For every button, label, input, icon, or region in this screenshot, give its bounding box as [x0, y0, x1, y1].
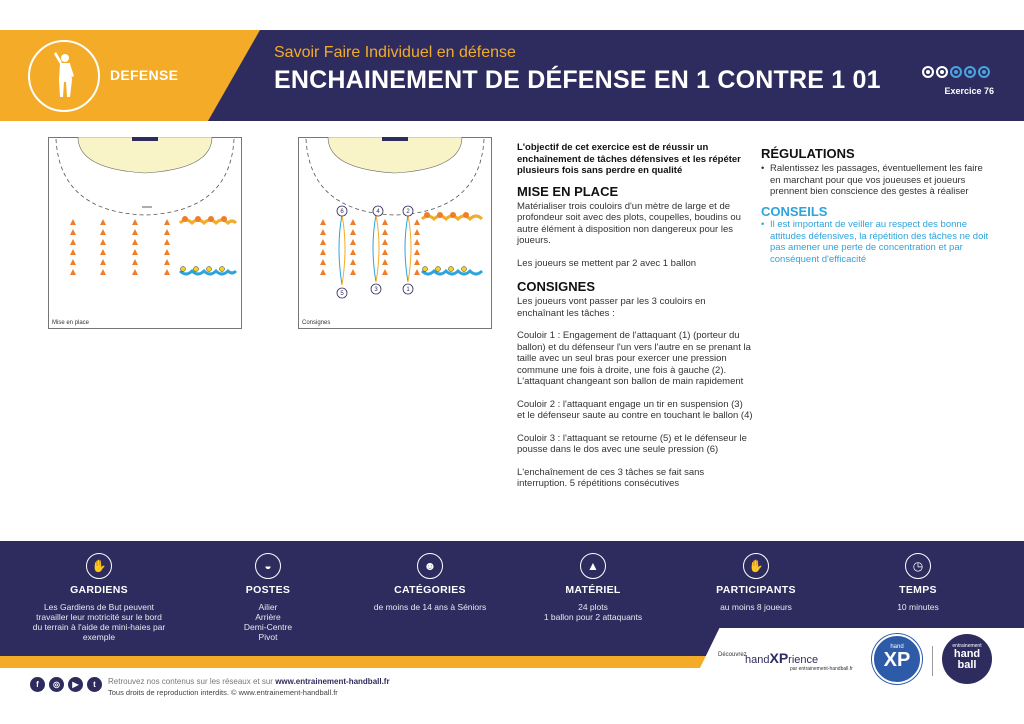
- difficulty-rating: [922, 66, 990, 78]
- diagram-number: 3: [374, 287, 378, 293]
- diagram-number: 6: [340, 209, 344, 215]
- diagram-mise-en-place: [48, 137, 242, 329]
- list-item: • Il est important de veiller au respect des bonne attitudes défensives, la répétition des tâches ne doit pas amener une perte de concentration et par conséquent d'efficacité: [761, 219, 991, 265]
- stat-text: de moins de 14 ans à Séniors: [373, 602, 487, 612]
- footer-text: Retrouvez nos contenus sur les réseaux et sur www.entrainement-handball.fr: [108, 677, 390, 686]
- difficulty-ball-icon: [922, 66, 934, 78]
- paragraph: Les joueurs vont passer par les 3 couloirs en enchaînant les tâches :: [517, 296, 706, 319]
- twitter-icon[interactable]: t: [87, 677, 102, 692]
- facebook-icon[interactable]: f: [30, 677, 45, 692]
- stat-gardiens: [24, 553, 174, 642]
- stopwatch-icon: ◷: [905, 553, 931, 579]
- section-heading: RÉGULATIONS: [761, 146, 855, 161]
- defense-logo: [28, 40, 100, 112]
- paragraph: Matérialiser trois couloirs d'un mètre de large et de profondeur soit avec des plots, coupelles, boudins ou autre élément à disposition non dangereux pour les joueurs.: [517, 200, 741, 246]
- difficulty-ball-icon: [936, 66, 948, 78]
- stat-materiel: [518, 553, 668, 622]
- instagram-icon[interactable]: ◎: [49, 677, 64, 692]
- advice-column: [761, 143, 991, 265]
- stat-text: Les Gardiens de But peuvent travailler leur motricité sur le bord du terrain à l'aide de mini-haies par exemple: [32, 602, 166, 642]
- hands-icon: ✋: [743, 553, 769, 579]
- handxperience-by: par entrainement-handball.fr: [790, 666, 853, 672]
- court-icon: ◒: [255, 553, 281, 579]
- stat-title: MATÉRIEL: [565, 584, 621, 596]
- diagram-number: 1: [406, 287, 410, 293]
- orange-strip: [0, 656, 712, 668]
- stat-title: POSTES: [245, 584, 291, 596]
- website-link[interactable]: www.entrainement-handball.fr: [275, 677, 390, 686]
- entrainement-handball-logo[interactable]: entrainement hand ball: [942, 634, 992, 684]
- section-heading: CONSIGNES: [517, 279, 596, 294]
- diagram-number: 5: [340, 291, 344, 297]
- section-heading: CONSEILS: [761, 203, 828, 219]
- stat-title: TEMPS: [899, 584, 937, 596]
- stat-title: GARDIENS: [70, 584, 128, 596]
- objective-text: L'objectif de cet exercice est de réussir un enchaînement de tâches défensives et les répéter plusieurs fois sans perdre en qualité: [517, 142, 741, 176]
- stat-title: CATÉGORIES: [394, 584, 466, 596]
- player-silhouette-icon: [30, 42, 102, 114]
- instructions-column: [517, 142, 753, 501]
- paragraph: Couloir 2 : l'attaquant engage un tir en suspension (3) et le défenseur saute au contre en touchant le ballon (4): [517, 398, 753, 421]
- difficulty-ball-icon: [978, 66, 990, 78]
- page-title: ENCHAINEMENT DE DÉFENSE EN 1 CONTRE 1 01: [274, 66, 881, 94]
- diagram-consignes: [298, 137, 492, 329]
- stat-text: 24 plots 1 ballon pour 2 attaquants: [543, 602, 643, 622]
- diagram-number: 2: [406, 209, 410, 215]
- group-icon: ☻: [417, 553, 443, 579]
- diagram-number: 4: [376, 209, 380, 215]
- discover-text: Découvrez: [718, 652, 747, 658]
- difficulty-ball-icon: [964, 66, 976, 78]
- youtube-icon[interactable]: ▶: [68, 677, 83, 692]
- category-label: DEFENSE: [110, 67, 179, 83]
- social-links: [30, 677, 102, 692]
- section-heading: MISE EN PLACE: [517, 183, 619, 199]
- diagram-label: Consignes: [302, 320, 331, 326]
- stat-categories: [355, 553, 505, 612]
- paragraph: L'enchaînement de ces 3 tâches se fait sans interruption. 5 répétitions consécutives: [517, 466, 705, 489]
- list-item: • Ralentissez les passages, éventuellement les faire en marchant pour que vos joueuses et joueurs prennent bien conscience des gestes à réaliser: [761, 163, 991, 198]
- page-subtitle: Savoir Faire Individuel en défense: [274, 44, 516, 61]
- copyright-text: Tous droits de reproduction interdits. © www.entrainement-handball.fr: [108, 688, 338, 697]
- handxperience-logo[interactable]: handXPrience: [745, 650, 819, 666]
- difficulty-ball-icon: [950, 66, 962, 78]
- stat-participants: [681, 553, 831, 612]
- stat-text: au moins 8 joueurs: [720, 602, 792, 612]
- paragraph: Couloir 1 : Engagement de l'attaquant (1) (porteur du ballon) et du défenseur l'un vers l'autre en se prenant la taille avec un seul bras pour exercer une pression commune une fois à droite, une fois à gauche (2). L'attaquant changeant son ballon de main rapidement: [517, 330, 751, 387]
- stat-postes: [193, 553, 343, 642]
- stat-title: PARTICIPANTS: [716, 584, 796, 596]
- hand-xp-logo[interactable]: hand XP: [872, 634, 922, 684]
- stat-temps: [843, 553, 993, 612]
- exercise-number: Exercice 76: [944, 86, 994, 96]
- logo-separator: [932, 646, 933, 676]
- paragraph: Couloir 3 : l'attaquant se retourne (5) et le défenseur le pousse dans le dos avec une seule pression (6): [517, 432, 747, 455]
- goalkeeper-icon: ✋: [86, 553, 112, 579]
- paragraph: Les joueurs se mettent par 2 avec 1 ballon: [517, 257, 697, 269]
- cone-icon: ▲: [580, 553, 606, 579]
- stat-text: Ailier Arrière Demi-Centre Pivot: [243, 602, 293, 642]
- stat-text: 10 minutes: [897, 602, 939, 612]
- diagram-label: Mise en place: [52, 320, 90, 326]
